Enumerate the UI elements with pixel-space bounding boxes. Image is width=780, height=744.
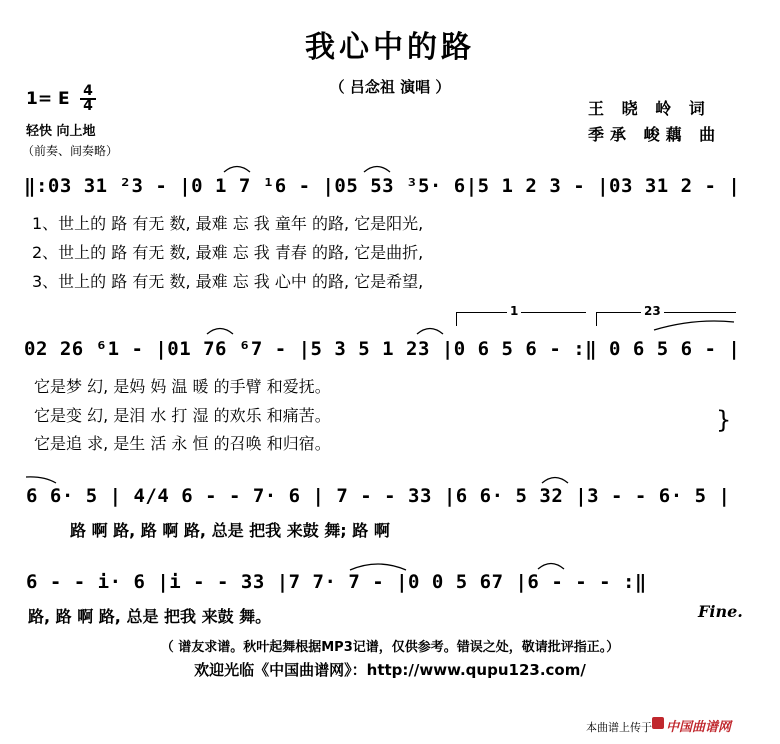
staff-line-1-notes: ‖:03 31 ²3 - |0 1 7 ¹6 - |05 53 ³5· 6|5 1 2 3 - |03 31 2 - | (24, 175, 741, 197)
song-title: 我心中的路 (305, 30, 475, 65)
slur-mark (415, 325, 445, 335)
site-logo: 中国曲谱网 (666, 720, 732, 735)
volta-2-label: 23 (641, 304, 664, 318)
transcription-note: （ 谱友求谱。秋叶起舞根据MP3记谱，仅供参考。错误之处，敬请批评指正。） (160, 640, 620, 655)
lyric-line-3: 路 啊 路, 路 啊 路, 总是 把我 来鼓 舞; 路 啊 (70, 521, 390, 540)
fermata-mark (362, 163, 392, 173)
fine-marking: Fine. (698, 602, 743, 621)
lyric-line-2-verse-2: 它是变 幻, 是泪 水 打 湿 的欢乐 和痛苦。 (34, 406, 331, 425)
lyric-line-4: 路, 路 啊 路, 总是 把我 来鼓 舞。 (28, 607, 272, 626)
staff-line-3-notes: 6 6· 5 | 4/4 6 - - 7· 6 | 7 - - 33 |6 6· 5 32 |3 - - 6· 5 | (26, 485, 731, 507)
lyric-line-1-verse-2: 2、世上的 路 有无 数, 最难 忘 我 青春 的路, 它是曲折, (32, 243, 424, 262)
welcome-link-text[interactable]: 欢迎光临《中国曲谱网》：http://www.qupu123.com/ (194, 661, 586, 679)
slur-mark (205, 325, 235, 335)
slur-mark (222, 163, 252, 173)
meter-top: 4 (83, 83, 93, 99)
brace-mark: } (716, 406, 732, 434)
meter-bottom: 4 (80, 98, 96, 113)
time-signature (80, 85, 96, 113)
volta-1-hook (456, 312, 457, 326)
volta-2-bracket (596, 312, 736, 313)
composer: 季承 峻藕 曲 (588, 125, 722, 144)
tie-mark (24, 474, 58, 484)
lyric-line-1-verse-1: 1、世上的 路 有无 数, 最难 忘 我 童年 的路, 它是阳光, (32, 214, 424, 233)
lyric-line-2-verse-1: 它是梦 幻, 是妈 妈 温 暖 的手臂 和爱抚。 (34, 377, 331, 396)
staff-line-4-notes: 6 - - i· 6 |i - - 33 |7 7· 7 - |0 0 5 67 |6 - - - :‖ (26, 571, 647, 593)
prelude-note: （前奏、间奏略） (22, 144, 119, 158)
upload-label: 本曲谱上传于 (586, 721, 652, 734)
key-signature: 1= E (26, 89, 70, 109)
tempo-marking: 轻快 向上地 (26, 124, 96, 139)
performer: （ 吕念祖 演唱 ） (329, 78, 451, 96)
lyricist: 王 晓 岭 词 (588, 99, 711, 118)
site-logo-icon (652, 717, 664, 729)
slur-mark (536, 560, 566, 570)
volta-1-label: 1 (507, 304, 521, 318)
staff-line-2-notes: 02 26 ⁶1 - |01 76 ⁶7 - |5 3 5 1 23 |0 6 5 6 - :‖ 0 6 5 6 - | (24, 338, 741, 360)
slur-mark (540, 474, 570, 484)
lyric-line-2-verse-3: 它是追 求, 是生 活 永 恒 的召唤 和归宿。 (34, 434, 331, 453)
tie-mark (652, 318, 736, 332)
volta-2-hook (596, 312, 597, 326)
lyric-line-1-verse-3: 3、世上的 路 有无 数, 最难 忘 我 心中 的路, 它是希望, (32, 272, 424, 291)
